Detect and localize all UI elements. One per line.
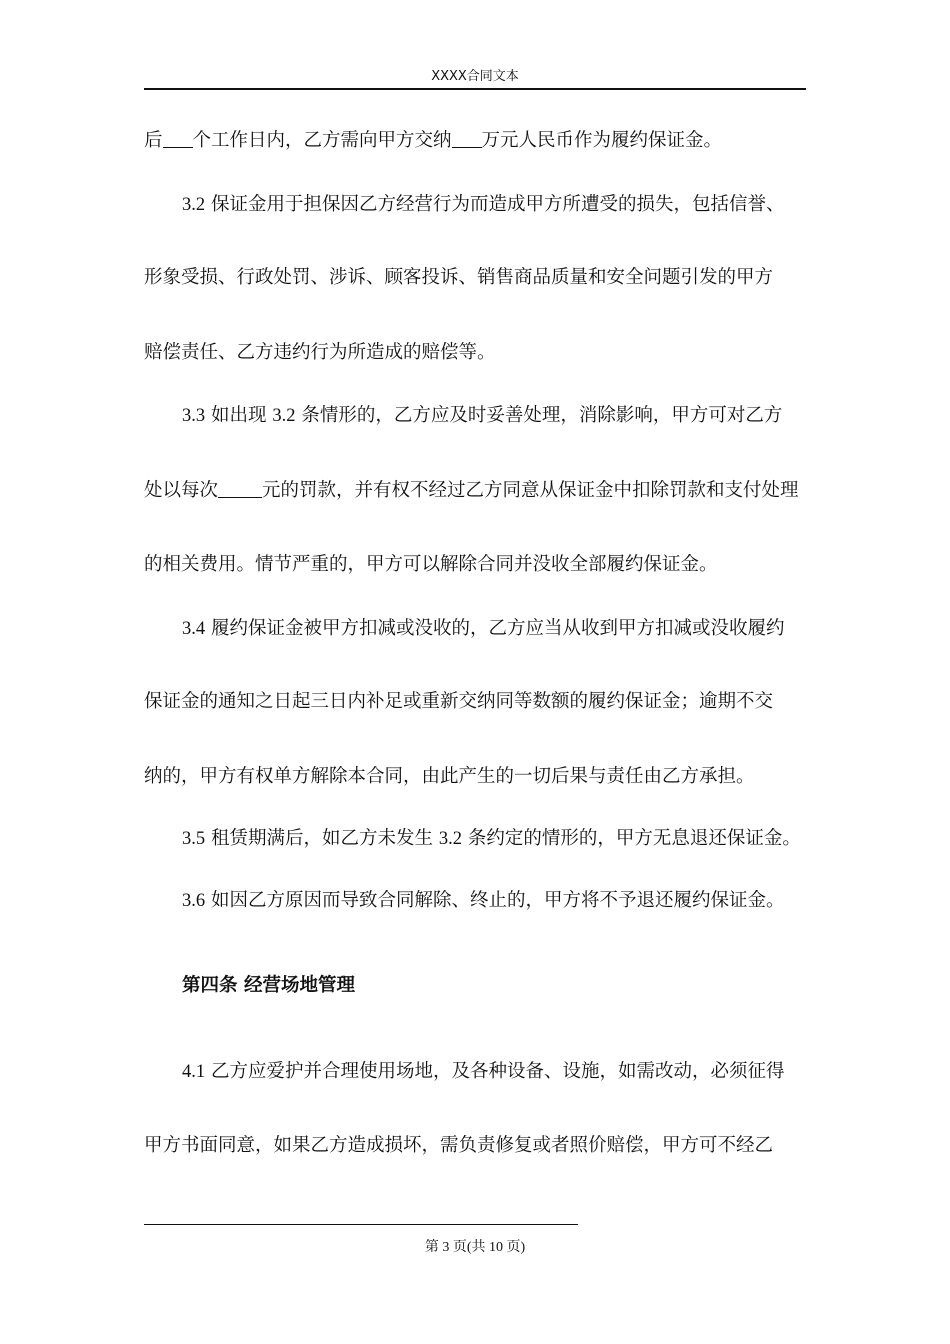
text-line: 3.6 如因乙方原因而导致合同解除、终止的，甲方将不予退还履约保证金。 [182, 890, 785, 911]
text-line: 纳的，甲方有权单方解除本合同，由此产生的一切后果与责任由乙方承担。 [144, 766, 755, 787]
footer-rule [144, 1224, 578, 1225]
text-line: 赔偿责任、乙方违约行为所造成的赔偿等。 [144, 342, 496, 363]
text-line: 保证金的通知之日起三日内补足或重新交纳同等数额的履约保证金；逾期不交 [144, 691, 774, 712]
text-line: 3.2 保证金用于担保因乙方经营行为而造成甲方所遭受的损失，包括信誉、 [182, 194, 785, 215]
text-line: 3.5 租赁期满后，如乙方未发生 3.2 条约定的情形的，甲方无息退还保证金。 [182, 828, 801, 849]
text-line: 3.3 如出现 3.2 条情形的，乙方应及时妥善处理，消除影响，甲方可对乙方 [182, 405, 783, 426]
page-header: XXXX合同文本 [431, 69, 519, 84]
text-line: 后 个工作日内，乙方需向甲方交纳 万元人民币作为履约保证金。 [144, 130, 723, 151]
text-line: 的相关费用。情节严重的，甲方可以解除合同并没收全部履约保证金。 [144, 554, 718, 575]
blank-field [163, 129, 193, 148]
text-line: 甲方书面同意，如果乙方造成损坏，需负责修复或者照价赔偿，甲方可不经乙 [144, 1135, 774, 1156]
text-line: 处以每次 元的罚款，并有权不经过乙方同意从保证金中扣除罚款和支付处理 [144, 480, 799, 501]
blank-field [452, 129, 482, 148]
text-line: 3.4 履约保证金被甲方扣减或没收的，乙方应当从收到甲方扣减或没收履约 [182, 618, 785, 639]
blank-field [218, 479, 262, 498]
text-line: 4.1 乙方应爱护并合理使用场地，及各种设备、设施，如需改动，必须征得 [182, 1061, 785, 1082]
page-number: 第 3 页(共 10 页) [424, 1240, 526, 1255]
section-heading: 第四条 经营场地管理 [182, 975, 355, 996]
header-rule [144, 88, 806, 90]
text-line: 形象受损、行政处罚、涉诉、顾客投诉、销售商品质量和安全问题引发的甲方 [144, 267, 774, 288]
